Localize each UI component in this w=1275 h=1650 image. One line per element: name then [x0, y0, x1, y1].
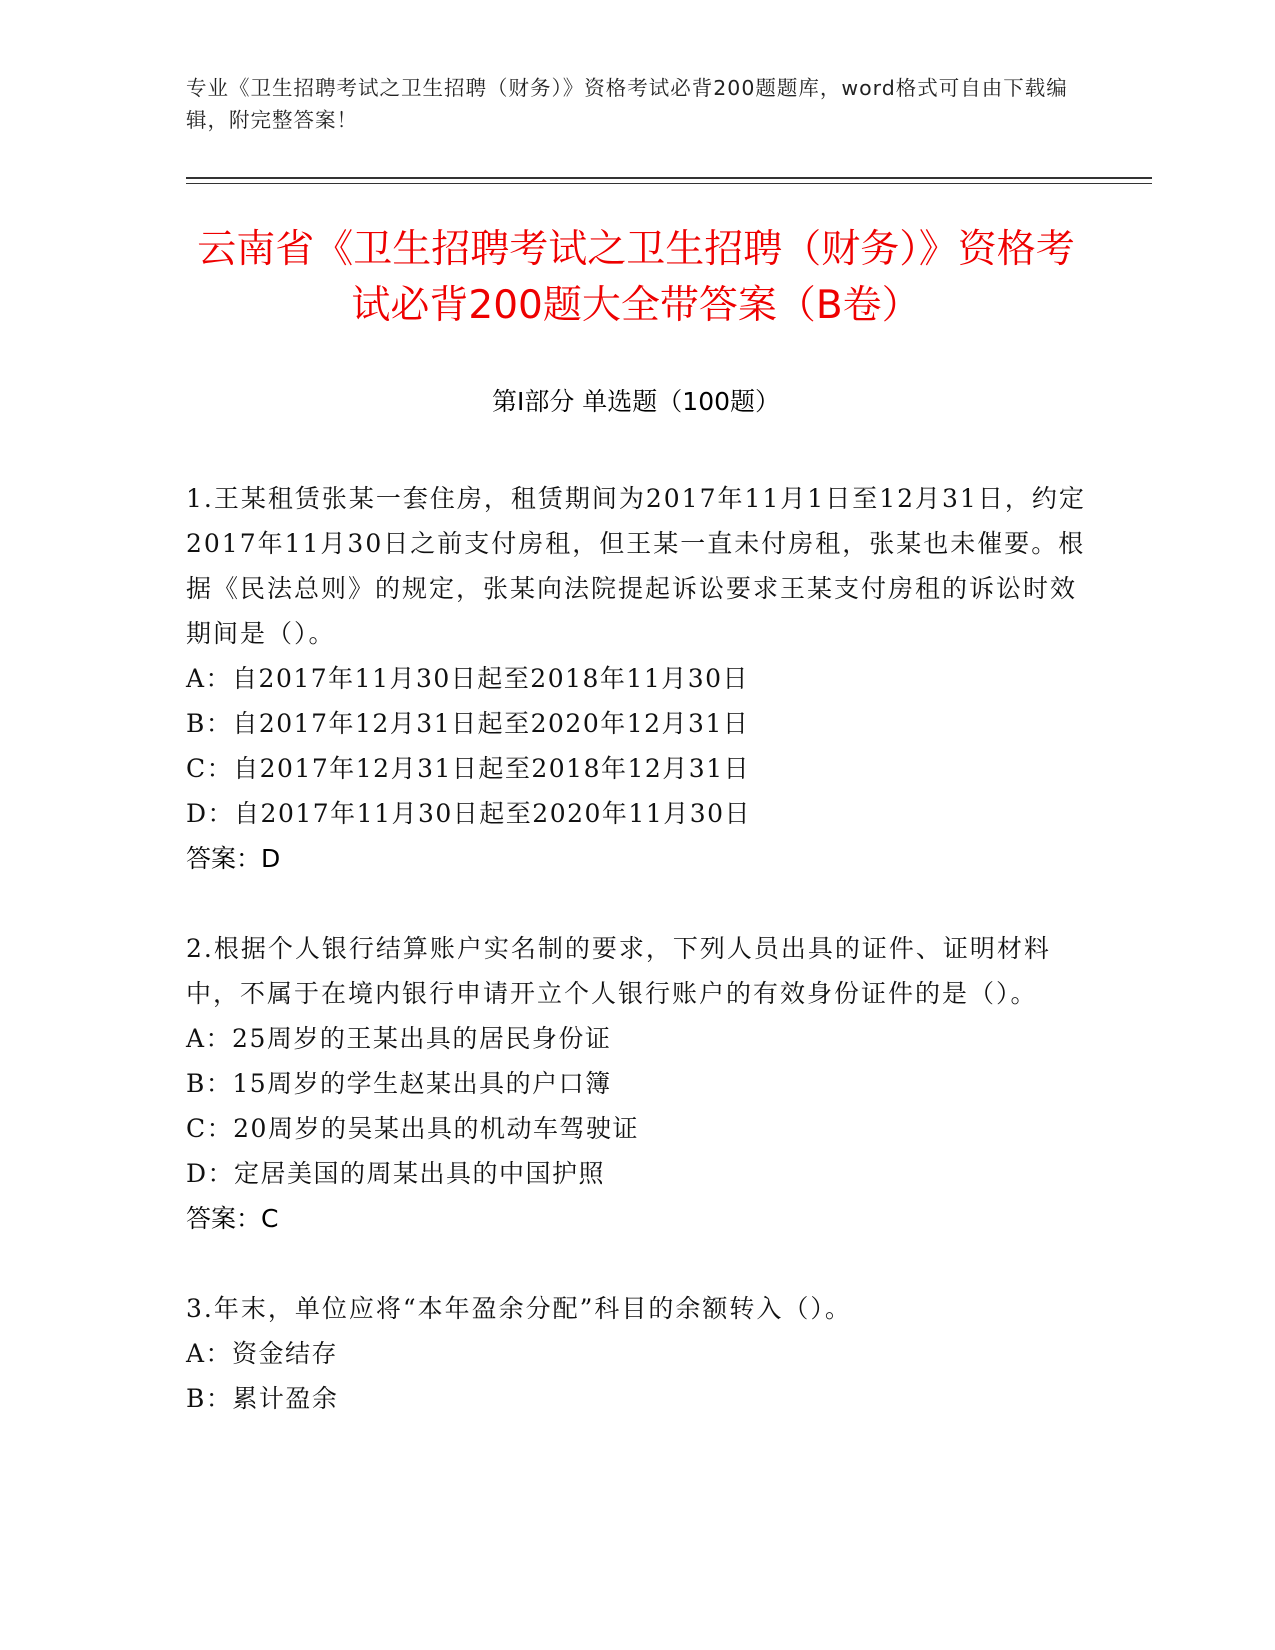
question-stem: 2.根据个人银行结算账户实名制的要求，下列人员出具的证件、证明材料中，不属于在境内银行申请开立个人银行账户的有效身份证件的是（）。	[186, 934, 1051, 1008]
option-b: B：自2017年12月31日起至2020年12月31日	[186, 709, 750, 738]
header-rule-thick	[186, 177, 1152, 179]
option-b: B：15周岁的学生赵某出具的户口簿	[186, 1069, 612, 1098]
document-title: 云南省《卫生招聘考试之卫生招聘（财务）》资格考试必背200题大全带答案（B卷）	[197, 227, 1075, 328]
header-rule-thin	[186, 183, 1152, 184]
option-a: A：25周岁的王某出具的居民身份证	[186, 1024, 612, 1053]
question-3	[186, 1286, 1086, 1421]
question-stem: 1.王某租赁张某一套住房，租赁期间为2017年11月1日至12月31日，约定2017年11月30日之前支付房租，但王某一直未付房租，张某也未催要。根据《民法总则》的规定，张某向法院提起诉讼要求王某支付房租的诉讼时效期间是（）。	[186, 484, 1086, 648]
answer: 答案：D	[186, 844, 281, 873]
option-c: C：自2017年12月31日起至2018年12月31日	[186, 754, 751, 783]
section-title: 第Ⅰ部分 单选题（100题）	[491, 387, 781, 416]
question-stem: 3.年末，单位应将“本年盈余分配”科目的余额转入（）。	[186, 1294, 852, 1323]
option-a: A：自2017年11月30日起至2018年11月30日	[186, 664, 750, 693]
answer: 答案：C	[186, 1204, 279, 1233]
option-d: D：定居美国的周某出具的中国护照	[186, 1159, 606, 1188]
option-c: C：20周岁的吴某出具的机动车驾驶证	[186, 1114, 639, 1143]
option-b: B：累计盈余	[186, 1384, 339, 1413]
header-note: 专业《卫生招聘考试之卫生招聘（财务）》资格考试必背200题题库，word格式可自由下载编辑，附完整答案！	[186, 76, 1068, 132]
question-2	[186, 926, 1086, 1241]
option-d: D：自2017年11月30日起至2020年11月30日	[186, 799, 752, 828]
option-a: A：资金结存	[186, 1339, 339, 1368]
question-list	[186, 476, 1086, 1466]
question-1	[186, 476, 1086, 881]
